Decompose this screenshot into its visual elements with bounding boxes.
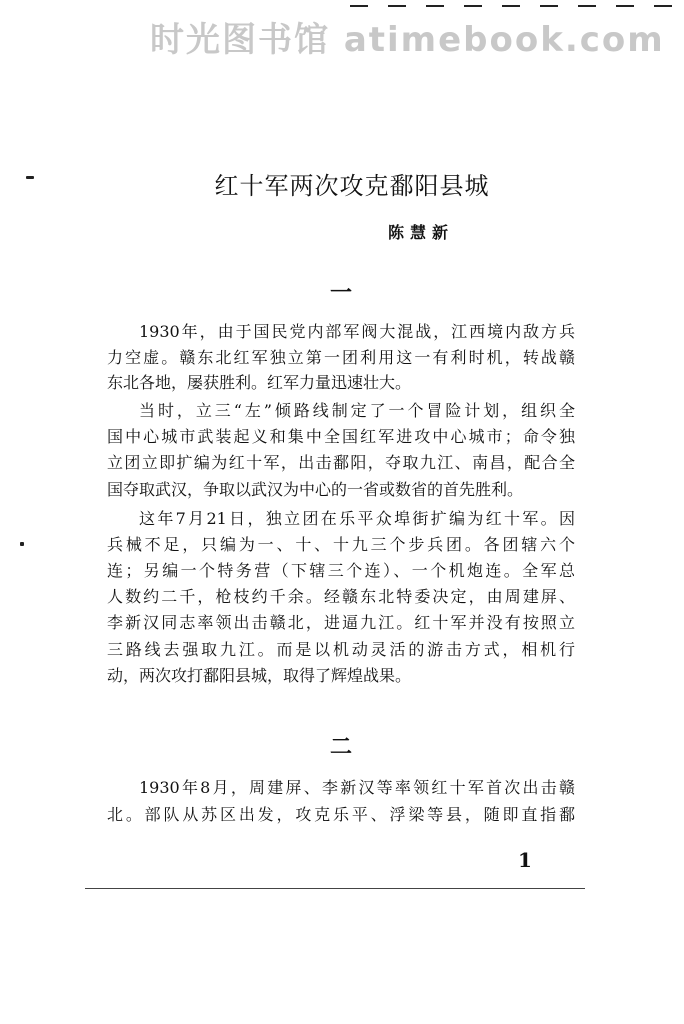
watermark: 时光图书馆 atimebook.com [150,20,665,60]
section-heading-2: 二 [330,734,353,760]
text-line: 力空虚。赣东北红军独立第一团利用这一有利时机，转战赣 [107,348,575,367]
text-line: 这年7月21日，独立团在乐平众埠街扩编为红十军。因 [139,509,575,528]
section-heading-1: 一 [330,280,353,306]
text-line: 连；另编一个特务营（下辖三个连）、一个机炮连。全军总 [107,561,575,580]
article-title: 红十军两次攻克鄱阳县城 [214,172,490,200]
article-author: 陈慧新 [388,223,455,242]
text-line: 东北各地，屡获胜利。红军力量迅速壮大。 [107,373,412,392]
text-line: 动，两次攻打鄱阳县城，取得了辉煌战果。 [107,666,412,685]
scan-speck [26,176,34,179]
text-line: 1930年，由于国民党内部军阀大混战，江西境内敌方兵 [139,322,575,341]
scan-edge-marks [350,0,684,12]
text-line: 北。部队从苏区出发，攻克乐平、浮梁等县，随即直指鄱 [107,805,575,824]
text-line: 国夺取武汉，争取以武汉为中心的一省或数省的首先胜利。 [107,480,524,499]
footer-rule [85,888,585,889]
scan-speck [20,542,24,546]
page-number: 1 [518,848,532,872]
text-line: 人数约二千，枪枝约千余。经赣东北特委决定，由周建屏、 [107,587,575,606]
text-line: 三路线去强取九江。而是以机动灵活的游击方式，相机行 [107,640,575,659]
text-line: 国中心城市武装起义和集中全国红军进攻中心城市；命令独 [107,427,575,446]
text-line: 兵械不足，只编为一、十、十九三个步兵团。各团辖六个 [107,535,575,554]
text-line: 1930年8月，周建屏、李新汉等率领红十军首次出击赣 [139,778,575,797]
text-line: 李新汉同志率领出击赣北，进逼九江。红十军并没有按照立 [107,613,575,632]
text-line: 当时，立三“左”倾路线制定了一个冒险计划，组织全 [139,401,575,420]
text-line: 立团立即扩编为红十军，出击鄱阳，夺取九江、南昌，配合全 [107,453,575,472]
